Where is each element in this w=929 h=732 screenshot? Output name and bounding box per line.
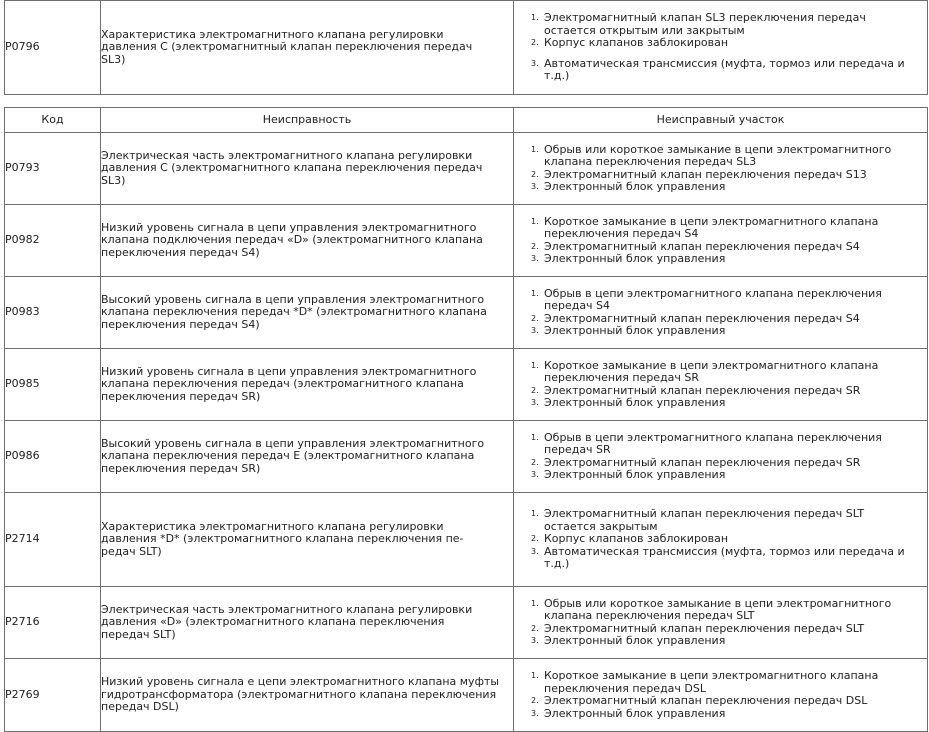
table-row xyxy=(5,133,928,205)
dtc-code: P2769 xyxy=(5,659,101,732)
table-row xyxy=(5,587,928,659)
list-item-line: Обрыв или короткое замыкание в цепи электромагнитного xyxy=(544,596,892,610)
fault-description xyxy=(101,277,514,349)
list-item-line: Электронный блок управления xyxy=(544,468,726,481)
list-item-line: Электронный блок управления xyxy=(544,252,726,265)
faulty-area xyxy=(514,133,928,205)
list-item-line: Электромагнитный клапан переключения передач SR xyxy=(544,383,861,397)
list-item-line: Электромагнитный клапан переключения передач SR xyxy=(544,455,861,469)
list-item-line: Электромагнитный клапан переключения передач SLT xyxy=(544,621,865,635)
list-item-line: Короткое замыкание в цепи электромагнитного клапана xyxy=(544,358,879,372)
fault-line: Электрическая часть электромагнитного клапана регулировки xyxy=(101,148,473,162)
list-item-line: Корпус клапанов заблокирован xyxy=(544,532,729,546)
table-row xyxy=(5,659,928,732)
fault-description xyxy=(101,349,514,421)
fault-line: гидротрансформатора (электромагнитного клапана переключения xyxy=(101,687,497,701)
dtc-code: P0985 xyxy=(5,349,101,421)
fault-line: Низкий уровень сигнала е цепи электромагнитного клапана муфты xyxy=(101,675,500,689)
faulty-area xyxy=(514,493,928,587)
list-item-line: Электронный блок управления xyxy=(544,706,726,720)
list-item xyxy=(544,181,927,194)
fault-description xyxy=(101,659,514,732)
fault-description xyxy=(101,587,514,659)
list-item-line: Автоматическая трансмиссия (муфта, тормоз или передача и xyxy=(544,56,905,70)
dtc-table xyxy=(4,107,928,732)
list-item xyxy=(544,695,927,708)
list-item-line: клапана переключения передач SL3 xyxy=(544,155,757,168)
list-item xyxy=(544,216,927,241)
fault-description xyxy=(101,1,514,95)
list-item xyxy=(544,508,927,533)
list-item-line: Электронный блок управления xyxy=(544,396,726,409)
list-item xyxy=(544,360,927,385)
table-row xyxy=(5,349,928,421)
list-item xyxy=(544,253,927,266)
fault-line: передач DSL) xyxy=(101,700,179,714)
faulty-area-list xyxy=(514,288,927,338)
list-item-line: Автоматическая трансмиссия (муфта, тормоз или передача и xyxy=(544,544,905,558)
faulty-area xyxy=(514,349,928,421)
list-item-line: Корпус клапанов заблокирован xyxy=(544,36,729,50)
list-item-line: Короткое замыкание в цепи электромагнитного клапана xyxy=(544,669,879,682)
faulty-area-list xyxy=(514,360,927,410)
list-item-line: Электромагнитный клапан переключения передач SLT xyxy=(544,507,865,521)
table-row xyxy=(5,493,928,587)
list-item-line: переключения передач SR xyxy=(544,371,700,384)
list-item-line: т.д.) xyxy=(544,557,570,571)
list-item-line: переключения передач DSL xyxy=(544,681,706,695)
list-item-line: остается закрытым xyxy=(544,519,658,533)
list-item xyxy=(544,546,927,571)
faulty-area-list xyxy=(514,216,927,266)
list-item xyxy=(544,325,927,338)
fault-description xyxy=(101,205,514,277)
list-item xyxy=(544,432,927,457)
column-header-code: Код xyxy=(5,108,101,133)
fault-line: давления С (электромагнитный клапан переключения передач xyxy=(101,40,473,54)
fault-line: переключения передач SR) xyxy=(101,461,261,475)
fault-line: SL3) xyxy=(101,52,126,66)
table-row xyxy=(5,1,928,95)
table-body xyxy=(5,133,928,732)
table-row xyxy=(5,421,928,493)
list-item-line: Электромагнитный клапан переключения передач DSL xyxy=(544,694,868,707)
fault-line: передач SLT) xyxy=(101,627,176,641)
faulty-area xyxy=(514,421,928,493)
dtc-code: P0986 xyxy=(5,421,101,493)
fault-line: Характеристика электромагнитного клапана регулировки xyxy=(101,519,444,533)
fault-line: Электрическая часть электромагнитного клапана регулировки xyxy=(101,602,473,616)
list-item-line: остается открытым или закрытым xyxy=(544,23,745,37)
fault-line: SL3) xyxy=(101,173,126,187)
list-item-line: Электромагнитный клапан переключения передач S13 xyxy=(544,167,867,181)
list-item-line: Электромагнитный клапан переключения передач S4 xyxy=(544,311,860,325)
fault-line: редач SLT) xyxy=(101,544,162,558)
fault-line: Высокий уровень сигнала в цепи управления электромагнитного xyxy=(101,436,485,450)
fault-description xyxy=(101,133,514,205)
dtc-code: P0982 xyxy=(5,205,101,277)
dtc-code: P0796 xyxy=(5,1,101,95)
list-item-line: Электромагнитный клапан переключения передач S4 xyxy=(544,239,860,253)
dtc-code: P0793 xyxy=(5,133,101,205)
fault-line: переключения передач SR) xyxy=(101,389,261,403)
fault-line: клапана переключения передач *D* (электромагнитного клапана xyxy=(101,305,487,319)
fault-line: переключения передач S4) xyxy=(101,317,260,331)
faulty-area-list xyxy=(514,670,927,720)
list-item-line: т.д.) xyxy=(544,69,570,83)
fault-line: клапана переключения передач Е (электромагнитного клапана xyxy=(101,449,475,463)
list-item xyxy=(544,12,927,37)
table-header-row xyxy=(5,108,928,133)
dtc-table-continuation xyxy=(4,0,928,95)
list-item xyxy=(544,469,927,482)
list-item xyxy=(544,670,927,695)
fault-line: переключения передач S4) xyxy=(101,245,260,259)
fault-line: Высокий уровень сигнала в цепи управления электромагнитного xyxy=(101,292,485,306)
list-item-line: передач S4 xyxy=(544,299,611,312)
fault-line: давления «D» (электромагнитного клапана переключения xyxy=(101,615,445,629)
list-item-line: Обрыв или короткое замыкание в цепи электромагнитного xyxy=(544,142,892,156)
list-item xyxy=(544,635,927,648)
fault-line: Низкий уровень сигнала в цепи управления электромагнитного xyxy=(101,220,477,234)
faulty-area-list xyxy=(514,508,927,571)
list-item xyxy=(544,397,927,410)
list-item-line: Обрыв в цепи электромагнитного клапана переключения xyxy=(544,430,882,444)
list-item xyxy=(544,37,927,50)
faulty-area xyxy=(514,587,928,659)
faulty-area xyxy=(514,1,928,95)
dtc-code: P0983 xyxy=(5,277,101,349)
faulty-area xyxy=(514,659,928,732)
list-item xyxy=(544,288,927,313)
list-item-line: Электронный блок управления xyxy=(544,180,726,193)
column-header-fault: Неисправность xyxy=(101,108,514,133)
table-row xyxy=(5,277,928,349)
column-header-faulty-area: Неисправный участок xyxy=(514,108,928,133)
faulty-area-list xyxy=(514,598,927,648)
faulty-area xyxy=(514,277,928,349)
fault-description xyxy=(101,493,514,587)
list-item-line: Электронный блок управления xyxy=(544,634,726,647)
list-item-line: Обрыв в цепи электромагнитного клапана переключения xyxy=(544,286,882,300)
table-row xyxy=(5,205,928,277)
dtc-code: P2714 xyxy=(5,493,101,587)
list-item-line: Электромагнитный клапан SL3 переключения передач xyxy=(544,11,866,25)
list-item xyxy=(544,598,927,623)
dtc-code: P2716 xyxy=(5,587,101,659)
fault-description xyxy=(101,421,514,493)
list-item xyxy=(544,708,927,721)
list-item-line: передач SR xyxy=(544,443,611,456)
fault-line: Низкий уровень сигнала в цепи управления электромагнитного xyxy=(101,364,477,378)
list-item-line: клапана переключения передач SLT xyxy=(544,609,755,622)
list-item xyxy=(544,533,927,546)
list-item-line: Короткое замыкание в цепи электромагнитного клапана xyxy=(544,214,879,228)
list-item xyxy=(544,144,927,169)
fault-line: давления С (электромагнитного клапана переключения передач xyxy=(101,161,483,175)
faulty-area-list xyxy=(514,12,927,83)
list-item xyxy=(544,58,927,83)
fault-line: Характеристика электромагнитного клапана регулировки xyxy=(101,27,444,41)
list-item-line: Электронный блок управления xyxy=(544,324,726,337)
fault-line: клапана переключения передач (электромагнитного клапана xyxy=(101,377,464,391)
faulty-area-list xyxy=(514,432,927,482)
fault-line: давления *D* (электромагнитного клапана переключения пе- xyxy=(101,532,464,546)
fault-line: клапана подключения передач «D» (электромагнитного клапана xyxy=(101,233,483,247)
list-item-line: переключения передач S4 xyxy=(544,227,699,240)
faulty-area-list xyxy=(514,144,927,194)
faulty-area xyxy=(514,205,928,277)
